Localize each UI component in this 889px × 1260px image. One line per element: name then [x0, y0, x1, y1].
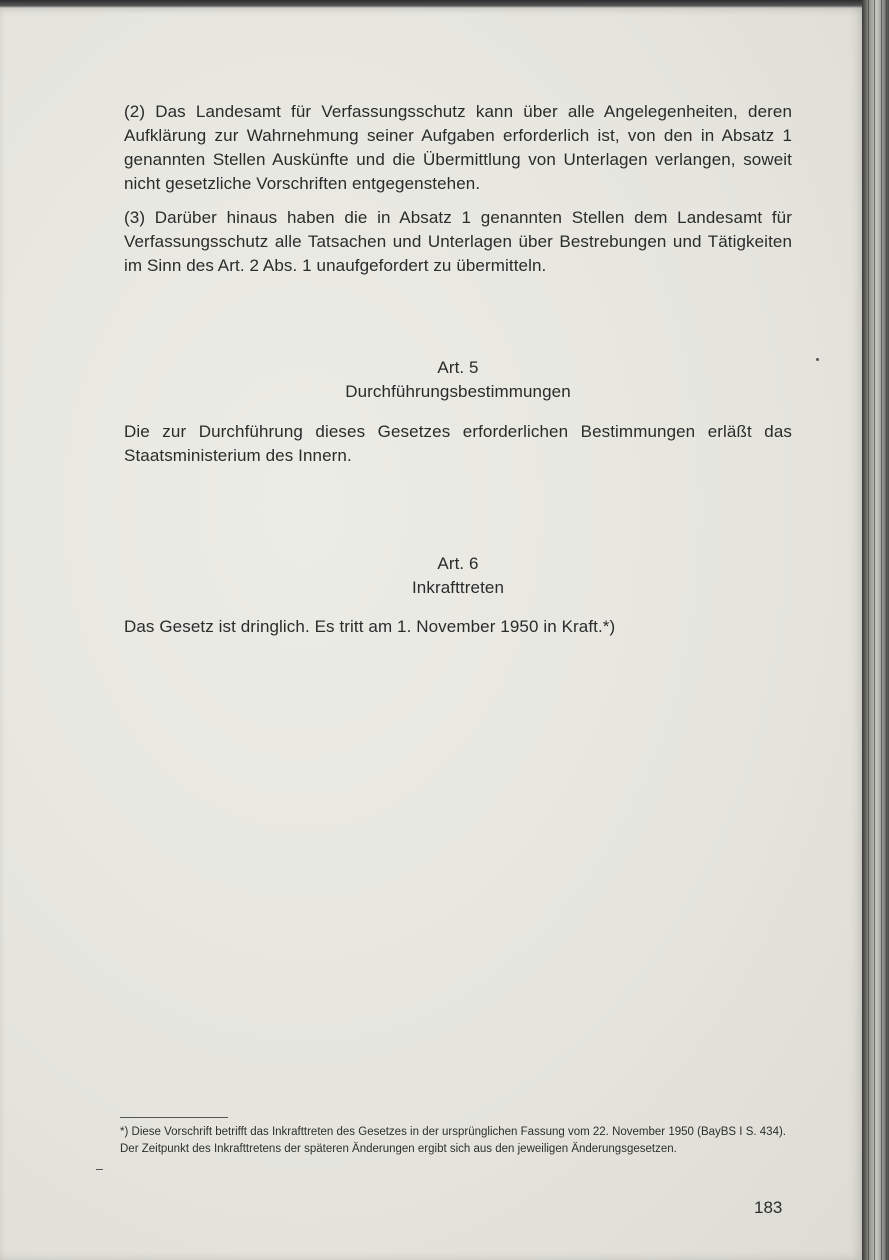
article-6-title: Inkrafttreten	[411, 578, 504, 597]
book-spine-edge	[862, 0, 889, 1260]
footnote-separator	[120, 1117, 228, 1118]
article-5-title: Durchführungsbestimmungen	[345, 382, 571, 401]
article-5-number: Art. 5	[437, 358, 479, 377]
paper-speck	[96, 1169, 103, 1170]
paragraph-3: (3) Darüber hinaus haben die in Absatz 1 genannten Stellen dem Landesamt für Verfassungsschutz alle Tatsachen und Unterlagen über Bestrebungen und Tätigkeiten im Sinn des Art. 2 Abs. 1 unaufgefordert zu übermitteln.	[124, 208, 792, 275]
footnote: *) Diese Vorschrift betrifft das Inkrafttreten des Gesetzes in der ursprünglichen Fassung vom 22. November 1950 (BayBS I S. 434). Der Zeitpunkt des Inkrafttretens der späteren Änderungen ergibt sich aus den jeweiligen Änderungsgesetzen.	[120, 1126, 786, 1155]
article-5-body: Die zur Durchführung dieses Gesetzes erforderlichen Bestimmungen erläßt das Staatsministerium des Innern.	[124, 422, 792, 465]
page-top-shadow	[0, 0, 889, 8]
paper-sheet	[0, 6, 864, 1260]
paragraph-2: (2) Das Landesamt für Verfassungsschutz kann über alle Angelegenheiten, deren Aufklärung zur Wahrnehmung seiner Aufgaben erforderlich ist, von den in Absatz 1 genannten Stellen Auskünfte und die Übermittlung von Unterlagen verlangen, soweit nicht gesetzliche Vorschriften entgegenstehen.	[124, 102, 792, 193]
article-6-body: Das Gesetz ist dringlich. Es tritt am 1. November 1950 in Kraft.*)	[124, 617, 616, 636]
page-number: 183	[754, 1198, 783, 1217]
paper-speck	[816, 358, 819, 361]
article-6-number: Art. 6	[437, 554, 479, 573]
